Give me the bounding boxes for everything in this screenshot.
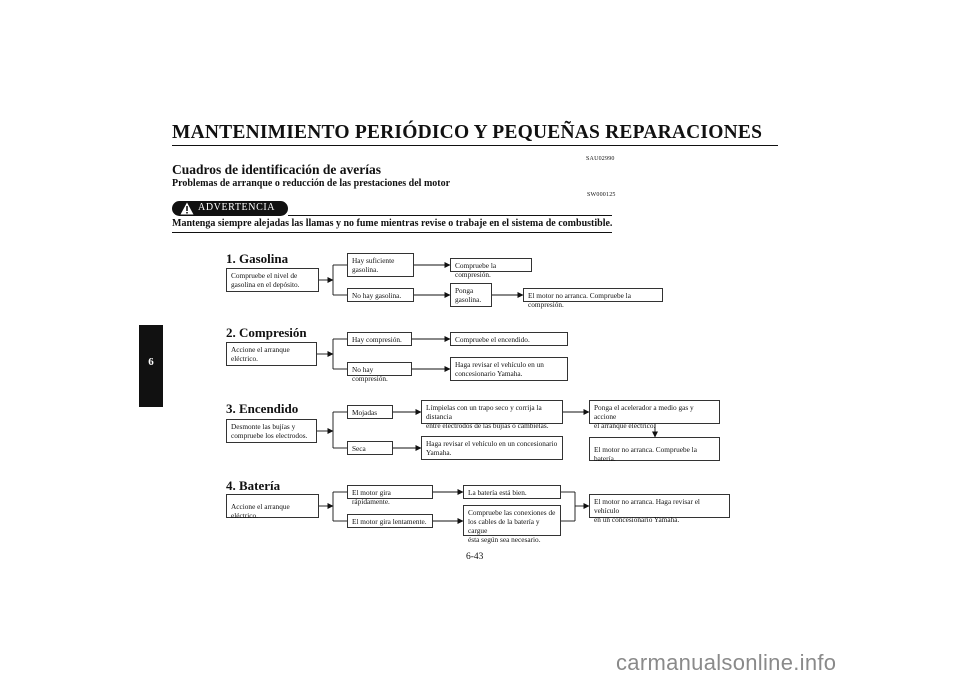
box-line: Límpielas con un trapo seco y corrija la distancia [426,403,542,421]
step-4-branch-b-box [347,514,433,528]
box-line: Compruebe el nivel de [231,271,298,280]
step-4-start-box [226,494,319,518]
warning-label: ADVERTENCIA [198,202,276,213]
section-code: SAU02990 [586,156,615,162]
step-3-start-box [226,419,317,443]
chapter-number: 6 [148,356,154,368]
box-line: El motor no arranca. Haga revisar el vehículo [594,497,700,515]
box-line: gasolina en el depósito. [231,280,300,289]
box-line: gasolina. [352,265,379,274]
box-line: El motor gira lentamente. [352,517,427,526]
box-line: eléctrico. [231,354,258,363]
box-line: entre electrodos de las bujías o cámbielas. [426,421,549,430]
step-2-branch-a-box [347,332,412,346]
step-1-start-box [226,268,319,292]
box-line: El motor no arranca. Compruebe la compresión. [528,291,631,309]
box-line: concesionario Yamaha. [455,369,523,378]
step-1-result-b-box [450,283,492,307]
box-line: El motor no arranca. Compruebe la batería. [594,445,697,463]
box-line: gasolina. [455,295,482,304]
page-number: 6-43 [466,552,484,562]
step-4-branch-a-box [347,485,433,506]
section-title: Cuadros de identificación de averías [172,162,381,177]
box-line: el arranque eléctrico. [594,421,656,430]
box-line: en un concesionario Yamaha. [594,515,680,524]
box-line: No hay compresión. [352,365,388,383]
box-line: Haga revisar el vehículo en un [455,360,544,369]
box-line: Hay suficiente [352,256,395,265]
step-4-final-box [589,494,730,524]
box-line: Compruebe las conexiones de [468,508,556,517]
box-line: Desmonte las bujías y [231,422,296,431]
box-line: Accione el arranque eléctrico. [231,502,290,520]
step-1-result-a-box [450,258,532,279]
box-line: Accione el arranque [231,345,290,354]
box-line: Mojadas [352,408,378,417]
step-3-next-a-box [589,400,720,430]
box-line: Ponga el acelerador a medio gas y accione [594,403,694,421]
box-line: Compruebe la compresión. [455,261,497,279]
box-line: El motor gira rápidamente. [352,488,391,506]
box-line: Seca [352,444,366,453]
step-3-result-a-box [421,400,563,430]
step-4-result-b-box [463,505,561,544]
step-2-result-a-box [450,332,568,346]
step-2-branch-b-box [347,362,412,383]
box-line: Hay compresión. [352,335,402,344]
step-2-start-box [226,342,317,366]
step-3-title: 3. Encendido [226,401,299,416]
step-1-branch-b-box [347,288,414,302]
watermark-text: carmanualsonline.info [616,650,837,675]
step-2-result-b-box [450,357,568,381]
page-title: MANTENIMIENTO PERIÓDICO Y PEQUEÑAS REPARACIONES [172,122,763,143]
step-2-title: 2. Compresión [226,325,307,340]
step-3-branch-b-box [347,441,393,455]
step-3-branch-a-box [347,405,393,419]
box-line: Yamaha. [426,448,452,457]
step-3-result-b-box [421,436,563,460]
box-line: La batería está bien. [468,488,527,497]
step-1-final-box [523,288,663,309]
section-subtitle: Problemas de arranque o reducción de las prestaciones del motor [172,178,451,189]
box-line: ésta según sea necesario. [468,535,541,544]
box-line: Ponga [455,286,474,295]
box-line: los cables de la batería y cargue [468,517,540,535]
step-1-branch-a-box [347,253,414,277]
step-1-title: 1. Gasolina [226,251,289,266]
box-line: Haga revisar el vehículo en un concesionario [426,439,558,448]
box-line: No hay gasolina. [352,291,402,300]
warning-text: Mantenga siempre alejadas las llamas y no fume mientras revise o trabaje en el sistema de combustible. [172,218,613,229]
box-line: Compruebe el encendido. [455,335,530,344]
warning-code: SW000125 [587,192,616,198]
box-line: compruebe los electrodos. [231,431,308,440]
step-4-title: 4. Batería [226,478,281,493]
step-3-next-b-box [589,437,720,461]
step-4-result-a-box [463,485,561,499]
